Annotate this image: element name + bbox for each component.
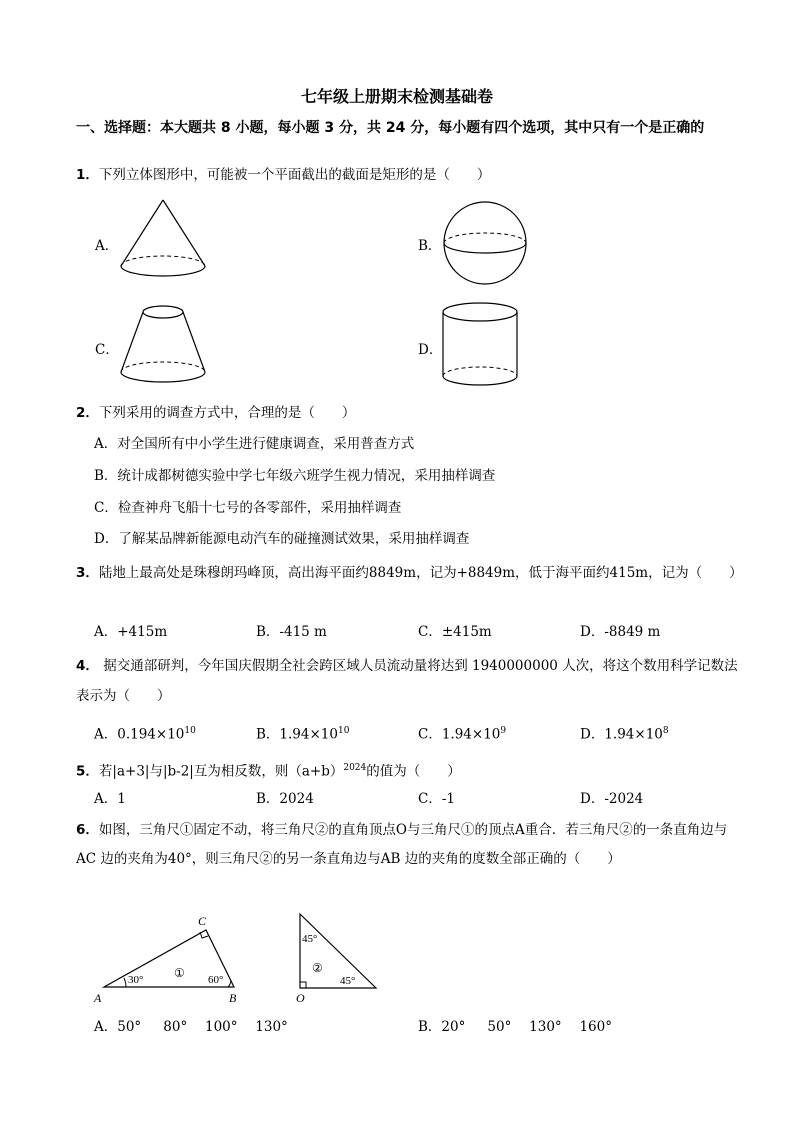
vertex-a-label: A bbox=[94, 991, 102, 1005]
q2-option-b: B．统计成都树德实验中学七年级六班学生视力情况，采用抽样调查 bbox=[94, 468, 496, 484]
cone-icon bbox=[115, 196, 211, 282]
option-label-a: A． bbox=[95, 238, 119, 254]
page-title: 七年级上册期末检测基础卷 bbox=[300, 87, 493, 106]
ruler-1-mark: ① bbox=[174, 966, 185, 980]
triangle-ruler-2-figure bbox=[290, 908, 384, 1006]
question-stem: 若|a+3|与|b-2|互为相反数，则（a+b） bbox=[98, 763, 344, 780]
q4-option-c: C．$1.94\times 10^9$ bbox=[418, 726, 507, 743]
question-5 bbox=[76, 755, 746, 785]
question-6 bbox=[76, 816, 746, 874]
q5-option-b: B．2024 bbox=[256, 791, 314, 807]
question-2 bbox=[76, 400, 746, 426]
q2-option-c: C．检查神舟飞船十七号的各零部件，采用抽样调查 bbox=[94, 500, 402, 516]
q2-option-d: D．了解某品牌新能源电动汽车的碰撞测试效果，采用抽样调查 bbox=[94, 531, 470, 547]
question-number: 1． bbox=[76, 167, 99, 183]
angle-a-label: 30° bbox=[128, 974, 144, 986]
option-label-b: B． bbox=[418, 238, 442, 254]
q3-option-a: A．+415m bbox=[94, 624, 168, 640]
angle-top-label: 45° bbox=[302, 933, 318, 945]
exponent: 2024 bbox=[343, 763, 367, 773]
sphere-icon bbox=[440, 200, 532, 288]
question-3 bbox=[76, 558, 746, 588]
vertex-b-label: B bbox=[229, 991, 237, 1005]
option-label-d: D． bbox=[418, 342, 443, 358]
ruler-2-mark: ② bbox=[312, 961, 323, 975]
question-stem: 下列立体图形中，可能被一个平面截出的截面是矩形的是（ ） bbox=[98, 167, 491, 183]
q4-option-b: B．$1.94\times 10^{10}$ bbox=[256, 726, 350, 743]
frustum-icon bbox=[115, 300, 211, 388]
question-number: 2． bbox=[76, 405, 99, 421]
q6-option-a: A．50° 80° 100° 130° bbox=[94, 1019, 288, 1035]
question-stem-end: 的值为（ ） bbox=[366, 763, 461, 780]
q5-option-c: C．-1 bbox=[418, 791, 455, 807]
question-stem: 下列采用的调查方式中，合理的是（ ） bbox=[98, 405, 356, 421]
q4-option-a: A．$0.194\times 10^{10}$ bbox=[94, 726, 196, 743]
q5-option-a: A．1 bbox=[94, 791, 126, 807]
q3-option-b: B．-415 m bbox=[256, 624, 327, 640]
vertex-c-label: C bbox=[198, 914, 207, 928]
question-stem: 据交通部研判，今年国庆假期全社会跨区域人员流动量将达到 1940000000 人次，将这个数用科学记数法表示为（ ） bbox=[76, 658, 738, 704]
q6-option-b: B．20° 50° 130° 160° bbox=[418, 1019, 612, 1035]
cylinder-icon bbox=[440, 300, 522, 392]
option-label-c: C． bbox=[95, 342, 119, 358]
question-number: 5． bbox=[76, 763, 99, 780]
question-number: 4． bbox=[76, 658, 99, 674]
triangle-ruler-1-figure bbox=[88, 910, 248, 1008]
question-1 bbox=[76, 162, 746, 188]
q2-option-a: A．对全国所有中小学生进行健康调查，采用普查方式 bbox=[94, 436, 415, 452]
question-4 bbox=[76, 651, 746, 711]
question-stem: 如图，三角尺①固定不动，将三角尺②的直角顶点O与三角尺①的顶点A重合．若三角尺②的一条直角边与AC 边的夹角为40°，则三角尺②的另一条直角边与AB 边的夹角的度数全部正确的（ ） bbox=[76, 822, 728, 867]
q3-option-c: C．±415m bbox=[418, 624, 492, 640]
question-stem: 陆地上最高处是珠穆朗玛峰顶，高出海平面约8849m，记为+8849m，低于海平面约415m，记为（ ） bbox=[98, 565, 743, 581]
q4-option-d: D．$1.94\times 10^8$ bbox=[580, 726, 669, 743]
vertex-o-label: O bbox=[296, 991, 305, 1005]
question-number: 6． bbox=[76, 822, 99, 838]
question-number: 3． bbox=[76, 565, 99, 581]
q3-option-d: D．-8849 m bbox=[580, 624, 661, 640]
q5-option-d: D．-2024 bbox=[580, 791, 644, 807]
angle-b-label: 60° bbox=[208, 974, 224, 986]
angle-right-label: 45° bbox=[340, 975, 356, 987]
section-heading: 一、选择题：本大题共 8 小题，每小题 3 分，共 24 分，每小题有四个选项，其中只有一个是正确的 bbox=[76, 120, 705, 136]
